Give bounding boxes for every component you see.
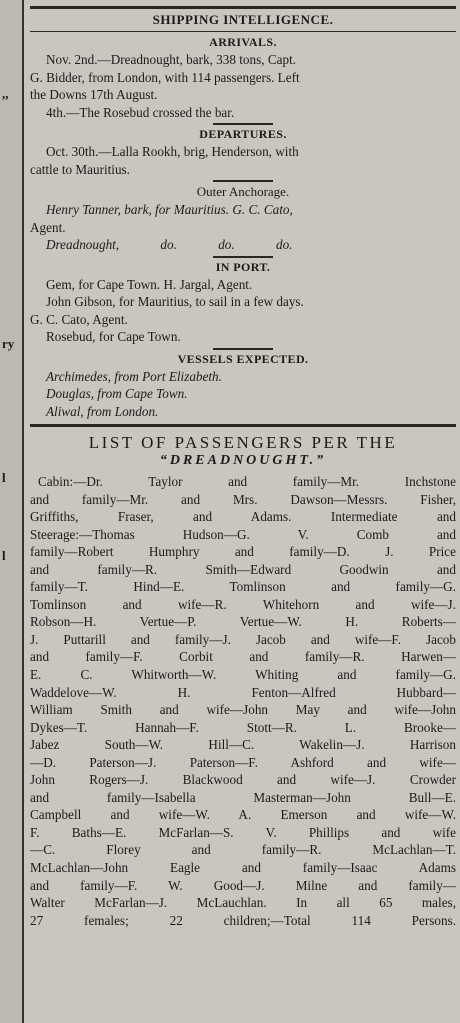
anchorage-line: Agent.: [30, 219, 66, 235]
vessel-line: Aliwal, from London.: [46, 403, 159, 419]
passenger-line: E. C. Whitworth—W. Whiting and family—G.: [30, 667, 456, 683]
vessel-line: Douglas, from Cape Town.: [46, 386, 188, 401]
short-divider: [213, 180, 273, 182]
newspaper-column: [30, 0, 456, 1023]
passenger-line: John Rogers—J. Blackwood and wife—J. Crowder: [30, 772, 456, 788]
passenger-line: and family—Mr. and Mrs. Dawson—Messrs. Fisher,: [30, 491, 456, 507]
departures-heading: DEPARTURES.: [199, 127, 287, 141]
passenger-line: 27 females; 22 children;—Total 114 Persons.: [30, 912, 456, 928]
anchorage-line: Dreadnought, do. do. do.: [46, 237, 293, 252]
passenger-line: Tomlinson and wife—R. Whitehorn and wife—J.: [30, 596, 456, 612]
passenger-line: Dykes—T. Hannah—F. Stott—R. L. Brooke—: [30, 719, 456, 735]
short-divider: [213, 348, 273, 350]
in-port-section: [30, 260, 456, 346]
outer-anchorage-heading: Outer Anchorage.: [196, 184, 290, 199]
in-port-line: John Gibson, for Mauritius, to sail in a few days.: [46, 294, 304, 309]
passenger-line: William Smith and wife—John May and wife—John: [30, 702, 456, 718]
departures-line: cattle to Mauritius.: [30, 161, 130, 177]
passenger-line: Cabin:—Dr. Taylor and family—Mr. Inchstone: [38, 474, 456, 489]
top-rule: [30, 6, 456, 9]
arrivals-section: [30, 35, 456, 121]
passenger-list-title: LIST OF PASSENGERS PER THE: [88, 433, 398, 452]
passenger-line: Griffiths, Fraser, and Adams. Intermediate and: [30, 509, 456, 525]
departures-line: Oct. 30th.—Lalla Rookh, brig, Henderson, with: [46, 144, 299, 159]
section-title: SHIPPING INTELLIGENCE.: [152, 12, 334, 27]
passenger-list-section: [30, 433, 456, 929]
passenger-line: Campbell and wife—W. A. Emerson and wife—W.: [30, 807, 456, 823]
passenger-line: Jabez South—W. Hill—C. Wakelin—J. Harrison: [30, 737, 456, 753]
margin-fragment: ry: [2, 336, 15, 351]
passenger-list-body: [30, 473, 456, 929]
divider: [30, 31, 456, 32]
departures-section: [30, 127, 456, 178]
thick-divider: [30, 424, 456, 427]
passenger-line: F. Baths—E. McFarlan—S. V. Phillips and wife: [30, 824, 456, 840]
margin-fragment: l: [2, 548, 6, 563]
arrivals-line: G. Bidder, from London, with 114 passengers. Left: [30, 69, 300, 85]
vessels-expected-heading: VESSELS EXPECTED.: [177, 351, 309, 366]
vessels-expected-section: [30, 352, 456, 421]
arrivals-heading: ARRIVALS.: [209, 35, 277, 49]
passenger-line: McLachlan—John Eagle and family—Isaac Adams: [30, 860, 456, 876]
passenger-list-ship: “DREADNOUGHT.”: [159, 453, 327, 468]
margin-fragment: ,,: [2, 86, 9, 101]
passenger-line: family—Robert Humphry and family—D. J. Price: [30, 544, 456, 560]
anchorage-line: Henry Tanner, bark, for Mauritius. G. C. Cato,: [46, 202, 293, 217]
passenger-line: —D. Paterson—J. Paterson—F. Ashford and wife—: [30, 754, 456, 770]
passenger-line: —C. Florey and family—R. McLachlan—T.: [30, 842, 456, 858]
passenger-line: Robson—H. Vertue—P. Vertue—W. H. Roberts—: [30, 614, 456, 630]
passenger-line: and family—F. W. Good—J. Milne and family—: [30, 877, 456, 893]
passenger-line: Steerage:—Thomas Hudson—G. V. Comb and: [30, 526, 456, 542]
arrivals-line: Nov. 2nd.—Dreadnought, bark, 338 tons, Capt.: [46, 52, 297, 67]
passenger-line: and family—Isabella Masterman—John Bull—E.: [30, 789, 456, 805]
in-port-line: Rosebud, for Cape Town.: [46, 329, 181, 344]
arrivals-line: 4th.—The Rosebud crossed the bar.: [46, 104, 235, 120]
in-port-heading: IN PORT.: [215, 259, 271, 274]
passenger-line: Waddelove—W. H. Fenton—Alfred Hubbard—: [30, 684, 456, 700]
left-margin-strip: [0, 0, 24, 1023]
short-divider: [213, 256, 273, 258]
in-port-line: G. C. Cato, Agent.: [30, 311, 128, 327]
outer-anchorage-section: [30, 184, 456, 254]
short-divider: [213, 123, 273, 125]
vessel-line: Archimedes, from Port Elizabeth.: [46, 368, 222, 384]
passenger-line: Walter McFarlan—J. McLauchlan. In all 65 males,: [30, 895, 456, 911]
column-divider: [22, 0, 24, 1023]
passenger-line: and family—F. Corbit and family—R. Harwen—: [30, 649, 456, 665]
passenger-line: family—T. Hind—E. Tomlinson and family—G.: [30, 579, 456, 595]
arrivals-line: the Downs 17th August.: [30, 87, 158, 102]
in-port-line: Gem, for Cape Town. H. Jargal, Agent.: [46, 276, 253, 292]
passenger-line: and family—R. Smith—Edward Goodwin and: [30, 561, 456, 577]
passenger-line: J. Puttarill and family—J. Jacob and wife—F. Jacob: [30, 631, 456, 647]
margin-fragment: l: [2, 470, 6, 485]
